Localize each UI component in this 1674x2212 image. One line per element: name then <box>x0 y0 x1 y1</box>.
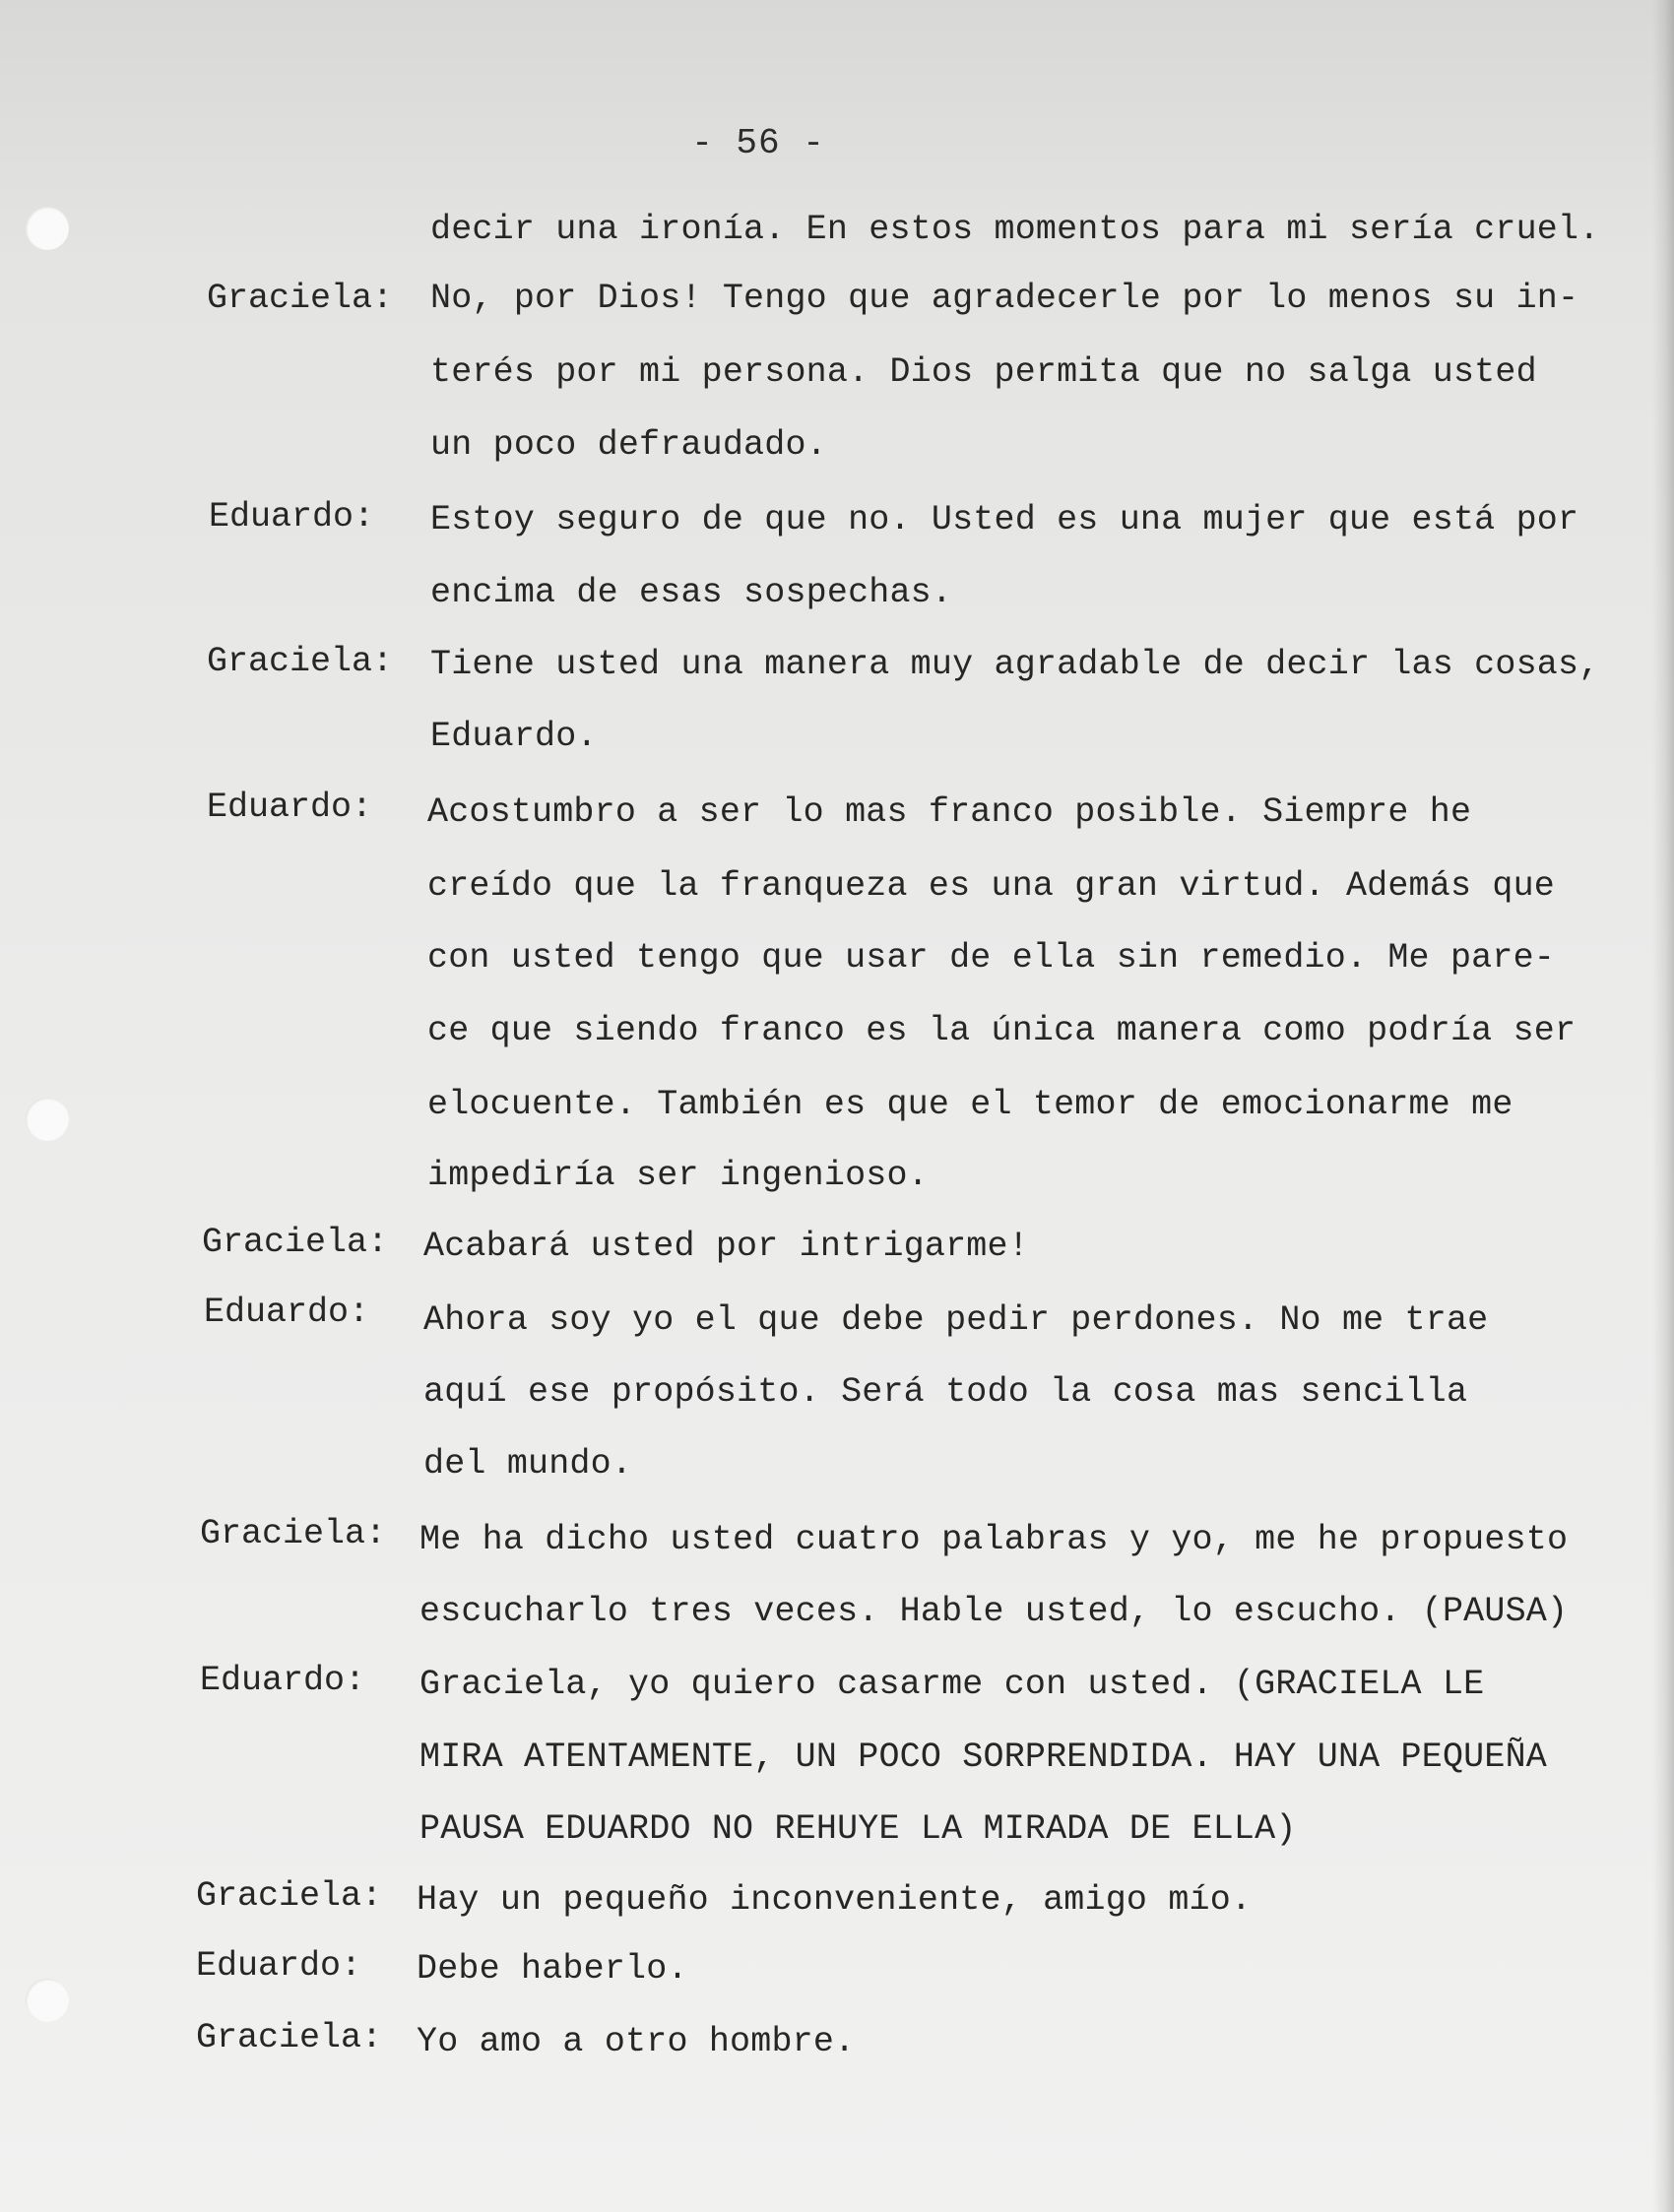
dialogue-line: Hay un pequeño inconveniente, amigo mío. <box>417 1880 1253 1920</box>
dialogue-line: Estoy seguro de que no. Usted es una mujer que está por <box>430 500 1579 539</box>
speaker-name: Eduardo: <box>196 1946 362 1986</box>
speaker-name: Eduardo: <box>200 1661 366 1700</box>
dialogue-line: No, por Dios! Tengo que agradecerle por lo menos su in- <box>430 279 1579 318</box>
speaker-name: Graciela: <box>207 642 394 681</box>
speaker-name: Graciela: <box>196 2018 383 2057</box>
dialogue-line: MIRA ATENTAMENTE, UN POCO SORPRENDIDA. HAY UNA PEQUEÑA <box>419 1738 1547 1777</box>
dialogue-line: creído que la franqueza es una gran virtud. Además que <box>427 866 1555 906</box>
dialogue-line: Ahora soy yo el que debe pedir perdones. No me trae <box>423 1300 1489 1340</box>
dialogue-line: del mundo. <box>423 1444 633 1484</box>
dialogue-line: Yo amo a otro hombre. <box>417 2022 856 2061</box>
dialogue-line: un poco defraudado. <box>430 425 827 465</box>
dialogue-line: Me ha dicho usted cuatro palabras y yo, me he propuesto <box>419 1520 1569 1559</box>
dialogue-line: aquí ese propósito. Será todo la cosa mas sencilla <box>423 1372 1468 1412</box>
dialogue-line: PAUSA EDUARDO NO REHUYE LA MIRADA DE ELLA) <box>419 1809 1297 1849</box>
dialogue-line: Acabará usted por intrigarme! <box>423 1227 1029 1266</box>
dialogue-line: impediría ser ingenioso. <box>427 1156 929 1195</box>
speaker-name: Eduardo: <box>204 1293 370 1332</box>
dialogue-line: con usted tengo que usar de ella sin remedio. Me pare- <box>427 938 1555 978</box>
dialogue-line: Eduardo. <box>430 717 598 756</box>
speaker-name: Eduardo: <box>209 497 375 537</box>
speaker-name: Eduardo: <box>207 788 373 827</box>
page-number: - 56 - <box>691 123 825 163</box>
dialogue-line: decir una ironía. En estos momentos para mi sería cruel. <box>430 210 1600 249</box>
dialogue-line: Graciela, yo quiero casarme con usted. (GRACIELA LE <box>419 1665 1485 1704</box>
dialogue-line: ce que siendo franco es la única manera como podría ser <box>427 1011 1577 1050</box>
speaker-name: Graciela: <box>202 1223 389 1262</box>
dialogue-line: terés por mi persona. Dios permita que no salga usted <box>430 352 1537 392</box>
dialogue-line: elocuente. También es que el temor de emocionarme me <box>427 1085 1513 1124</box>
dialogue-line: Debe haberlo. <box>417 1949 688 1989</box>
dialogue-line: Acostumbro a ser lo mas franco posible. Siempre he <box>427 792 1472 832</box>
speaker-name: Graciela: <box>207 279 394 318</box>
dialogue-line: Tiene usted una manera muy agradable de decir las cosas, <box>430 645 1600 684</box>
dialogue-line: encima de esas sospechas. <box>430 573 953 612</box>
speaker-name: Graciela: <box>200 1514 387 1553</box>
speaker-name: Graciela: <box>196 1876 383 1916</box>
dialogue-line: escucharlo tres veces. Hable usted, lo escucho. (PAUSA) <box>419 1592 1569 1631</box>
